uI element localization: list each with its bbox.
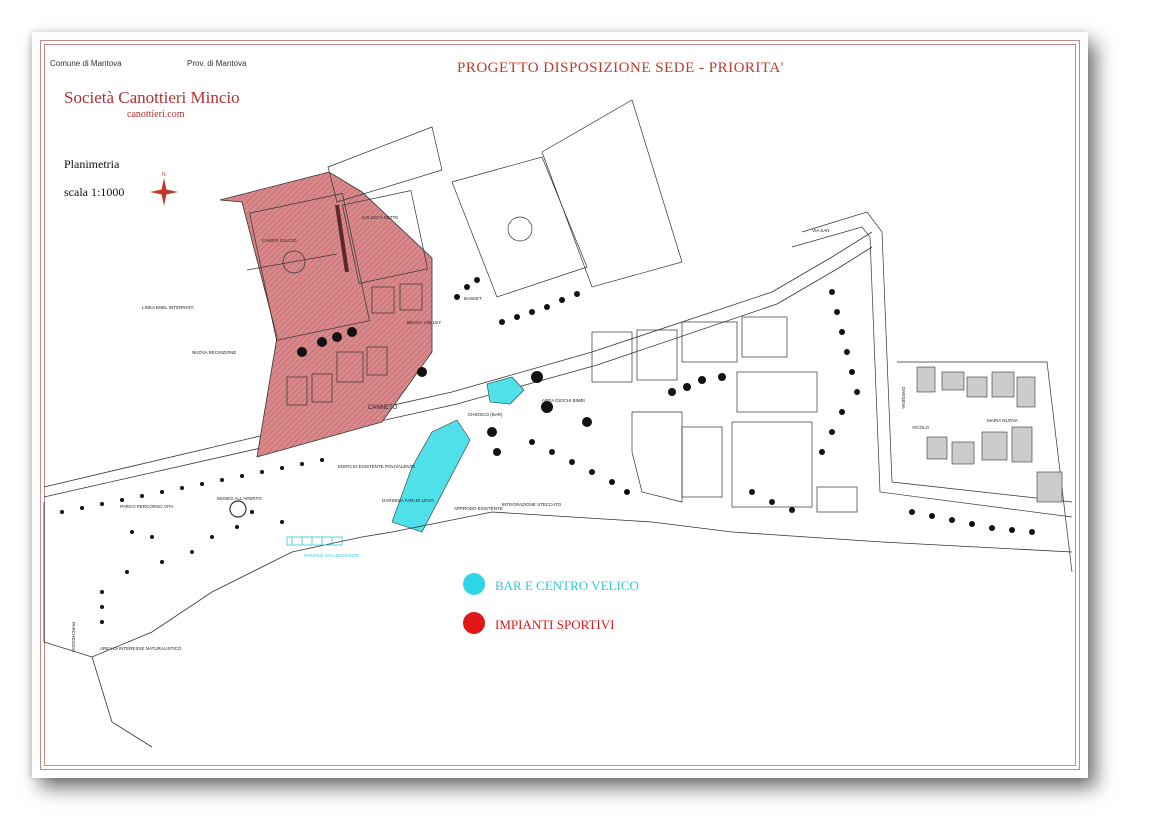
label-beach-volley: BEACH VOLLEY	[407, 320, 442, 325]
label-maria-nuova: MARIA NUOVA	[987, 418, 1018, 423]
municipality-label: Comune di Mantova	[50, 59, 122, 68]
houses-right	[917, 367, 1062, 502]
website-label: canottieri.com	[127, 109, 185, 120]
bar-area-zone	[487, 377, 524, 404]
label-pontile: PONTILE GALLEGGIANTE	[304, 553, 360, 558]
label-edificio: EDIFICIO ESISTENTE POLIVALENTE	[338, 464, 416, 469]
label-campo-calcio: CAMPO CALCIO	[262, 238, 297, 243]
label-vicolo: VICOLO	[912, 425, 930, 430]
compass-rose-icon	[150, 172, 178, 206]
label-integrazione: INTEGRAZIONE STECCATO	[502, 502, 562, 507]
label-area-giochi: AREA GIOCHI BIMBI	[542, 398, 585, 403]
label-area-naturalistica: AREA DI INTERESSE NATURALISTICO	[100, 646, 182, 651]
label-parco: PARCO PERCORSO VITA	[120, 504, 174, 509]
tennis-courts	[592, 317, 817, 412]
plan-label: Planimetria	[64, 157, 120, 171]
label-nuova-recinzione: NUOVA RECINZIONE	[192, 350, 237, 355]
label-basket: BASKET	[464, 296, 482, 301]
label-chiosco-bar: CHIOSCO (BAR)	[468, 412, 503, 417]
sports-area-zone	[220, 172, 432, 457]
label-via-san: VIA SAN	[812, 228, 830, 233]
label-parcheggio: PARCHEGGIO	[71, 622, 76, 653]
scale-label: scala 1:1000	[64, 185, 125, 199]
legend-sports-dot	[463, 612, 485, 634]
page-title: PROGETTO DISPOSIZIONE SEDE - PRIORITA'	[457, 60, 784, 76]
label-calcio-a-sette: CALCIO A SETTE	[362, 215, 399, 220]
label-darsena: DARSENA FARI DI LEVO	[382, 498, 434, 503]
site-plan-map	[32, 32, 1088, 778]
label-darsena-right: DARSENA	[901, 387, 906, 409]
compass-north-label: N	[162, 172, 166, 178]
legend-bar-label: BAR E CENTRO VELICO	[495, 578, 639, 593]
map-sheet	[32, 32, 1088, 778]
floating-pier	[287, 537, 342, 545]
label-approdo: APPRODO ESISTENTE	[454, 506, 503, 511]
label-museo: MUSEO ALL'APERTO	[217, 496, 262, 501]
buildings-center	[632, 412, 857, 512]
legend-bar-dot	[463, 573, 485, 595]
label-canneto: CANNETO	[368, 405, 398, 411]
legend-sports-label: IMPIANTI SPORTIVI	[495, 617, 615, 632]
province-label: Prov. di Mantova	[187, 59, 247, 68]
museum-marker	[230, 501, 246, 517]
tree-markers	[60, 277, 1035, 624]
label-linea-enel: LINEA ENEL INTERRATA	[142, 305, 194, 310]
organization-name: Società Canottieri Mincio	[64, 88, 240, 107]
darsena-basin-zone	[392, 420, 470, 532]
